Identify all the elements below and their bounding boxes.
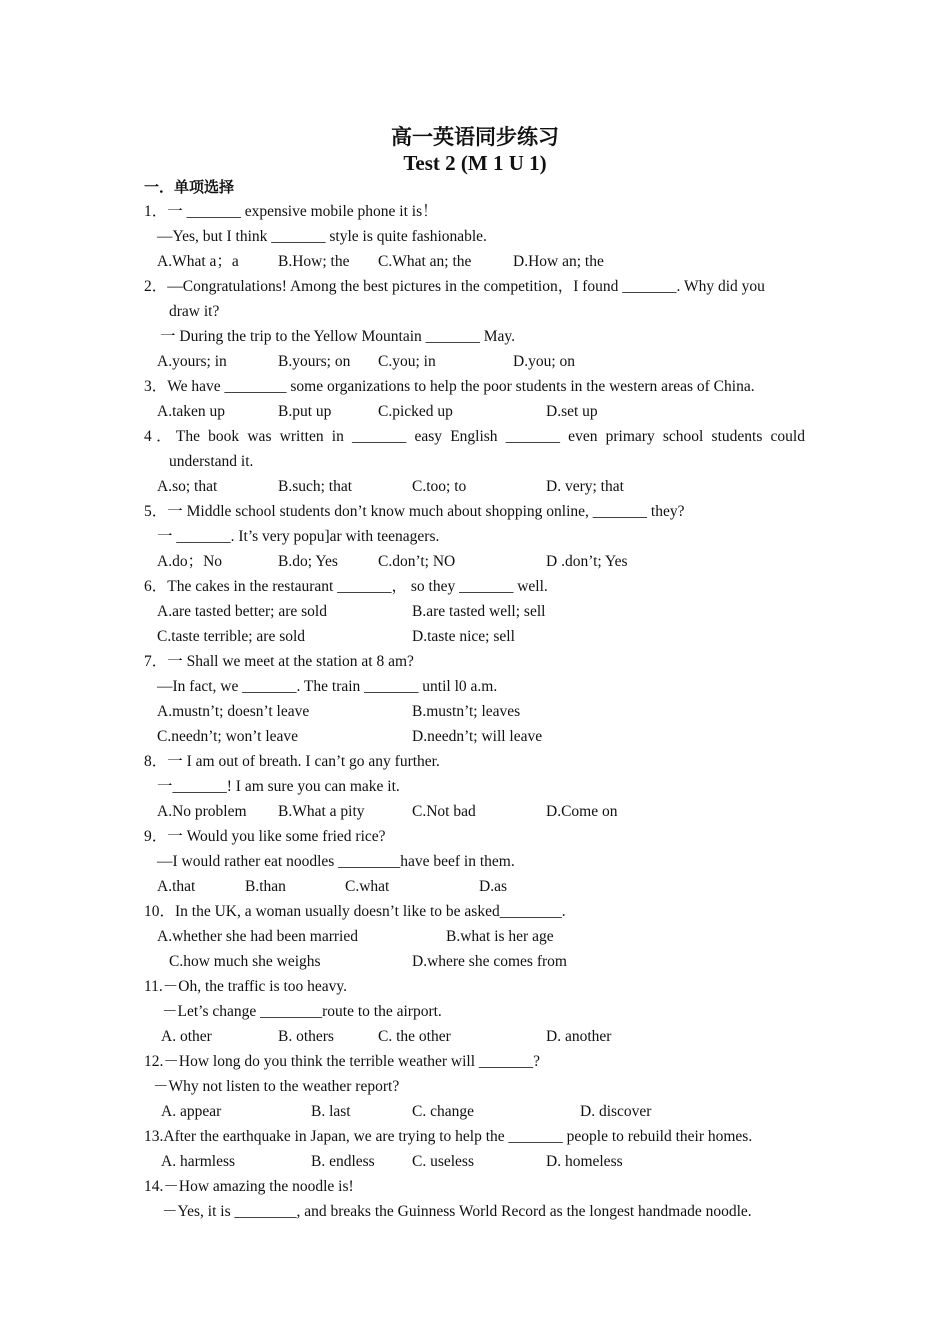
question-8-option-d: D.Come on: [546, 803, 618, 820]
question-5-option-b: B.do; Yes: [278, 553, 338, 570]
question-13-option-a: A. harmless: [161, 1153, 236, 1170]
question-11-option-b: B. others: [278, 1028, 334, 1045]
question-11-stem: 11.－Oh, the traffic is too heavy.: [144, 978, 348, 995]
question-5-stem: 5．一 Middle school students don’t know much about shopping online, _______ they?: [144, 503, 685, 520]
question-3-option-b: B.put up: [278, 403, 332, 420]
question-10-option-d: D.where she comes from: [412, 953, 567, 970]
question-14-stem: 14.－How amazing the noodle is!: [144, 1178, 354, 1195]
question-9-option-d: D.as: [479, 878, 507, 895]
question-13-option-b: B. endless: [311, 1153, 375, 1170]
question-11-option-a: A. other: [161, 1028, 212, 1045]
question-14-reply: －Yes, it is ________, and breaks the Guinness World Record as the longest handmade noodle.: [162, 1203, 752, 1220]
question-8-reply: 一_______! I am sure you can make it.: [157, 778, 400, 795]
question-13-option-c: C. useless: [412, 1153, 474, 1170]
page-title-english: Test 2 (M 1 U 1): [403, 151, 547, 175]
question-2-option-b: B.yours; on: [278, 353, 351, 370]
question-4-option-b: B.such; that: [278, 478, 353, 495]
question-7-option-c: C.needn’t; won’t leave: [157, 728, 299, 745]
question-9-stem: 9．一 Would you like some fried rice?: [144, 828, 386, 845]
question-1-option-a: A.What a；a: [157, 253, 239, 270]
question-2-reply: 一 During the trip to the Yellow Mountain _______ May.: [160, 328, 516, 345]
question-10-option-a: A.whether she had been married: [157, 928, 358, 945]
question-1-option-c: C.What an; the: [378, 253, 472, 270]
question-12-option-c: C. change: [412, 1103, 474, 1120]
question-1-option-b: B.How; the: [278, 253, 350, 270]
question-7-option-b: B.mustn’t; leaves: [412, 703, 521, 720]
question-8-option-b: B.What a pity: [278, 803, 365, 820]
question-11-option-c: C. the other: [378, 1028, 451, 1045]
question-12-option-a: A. appear: [161, 1103, 222, 1120]
question-5-option-a: A.do；No: [157, 553, 223, 570]
question-2-option-d: D.you; on: [513, 353, 575, 370]
question-12-option-b: B. last: [311, 1103, 351, 1120]
question-9-option-c: C.what: [345, 878, 390, 895]
question-6-option-d: D.taste nice; sell: [412, 628, 515, 645]
question-7-option-a: A.mustn’t; doesn’t leave: [157, 703, 310, 720]
question-12-option-d: D. discover: [580, 1103, 652, 1120]
question-2-stem-continued: draw it?: [169, 303, 220, 320]
question-5-reply: 一 _______. It’s very popu]ar with teenagers.: [157, 528, 440, 545]
question-4-option-a: A.so; that: [157, 478, 218, 495]
question-5-option-d: D .don’t; Yes: [546, 553, 628, 570]
question-12-reply: －Why not listen to the weather report?: [153, 1078, 400, 1095]
question-11-reply: －Let’s change ________route to the airport.: [162, 1003, 442, 1020]
question-7-reply: —In fact, we _______. The train _______ until l0 a.m.: [157, 678, 498, 695]
question-6-option-b: B.are tasted well; sell: [412, 603, 546, 620]
question-8-stem: 8．一 I am out of breath. I can’t go any further.: [144, 753, 440, 770]
question-13-stem: 13.After the earthquake in Japan, we are trying to help the _______ people to rebuild their homes.: [144, 1128, 753, 1145]
question-5-option-c: C.don’t; NO: [378, 553, 456, 570]
question-6-stem: 6．The cakes in the restaurant _______， so they _______ well.: [144, 578, 548, 595]
question-7-option-d: D.needn’t; will leave: [412, 728, 543, 745]
question-2-option-c: C.you; in: [378, 353, 436, 370]
section-heading: 一．单项选择: [144, 178, 235, 196]
question-11-option-d: D. another: [546, 1028, 612, 1045]
question-9-option-b: B.than: [245, 878, 286, 895]
question-6-option-c: C.taste terrible; are sold: [157, 628, 306, 645]
question-8-option-a: A.No problem: [157, 803, 247, 820]
question-3-stem: 3．We have ________ some organizations to help the poor students in the western areas of China.: [144, 378, 755, 395]
question-10-option-c: C.how much she weighs: [169, 953, 321, 970]
question-4-stem-continued: understand it.: [169, 453, 254, 470]
question-6-option-a: A.are tasted better; are sold: [157, 603, 327, 620]
question-1-option-d: D.How an; the: [513, 253, 604, 270]
question-7-stem: 7．一 Shall we meet at the station at 8 am?: [144, 653, 414, 670]
question-4-option-d: D. very; that: [546, 478, 624, 495]
question-1-stem: 1．一 _______ expensive mobile phone it is！: [144, 203, 438, 220]
question-10-stem: 10．In the UK, a woman usually doesn’t like to be asked________.: [144, 903, 566, 920]
question-4-option-c: C.too; to: [412, 478, 467, 495]
question-13-option-d: D. homeless: [546, 1153, 623, 1170]
question-8-option-c: C.Not bad: [412, 803, 476, 820]
question-3-option-a: A.taken up: [157, 403, 226, 420]
question-9-reply: —I would rather eat noodles ________have beef in them.: [157, 853, 515, 870]
question-10-option-b: B.what is her age: [446, 928, 554, 945]
question-2-option-a: A.yours; in: [157, 353, 227, 370]
question-1-reply: —Yes, but I think _______ style is quite fashionable.: [157, 228, 487, 245]
question-3-option-c: C.picked up: [378, 403, 453, 420]
question-4-stem: 4．The book was written in _______ easy English _______ even primary school students could: [144, 428, 805, 445]
question-2-stem: 2．—Congratulations! Among the best pictures in the competition，I found _______. Why did you: [144, 278, 765, 295]
question-9-option-a: A.that: [157, 878, 196, 895]
question-12-stem: 12.－How long do you think the terrible weather will _______?: [144, 1053, 541, 1070]
page-title-chinese: 高一英语同步练习: [391, 125, 559, 149]
question-3-option-d: D.set up: [546, 403, 598, 420]
